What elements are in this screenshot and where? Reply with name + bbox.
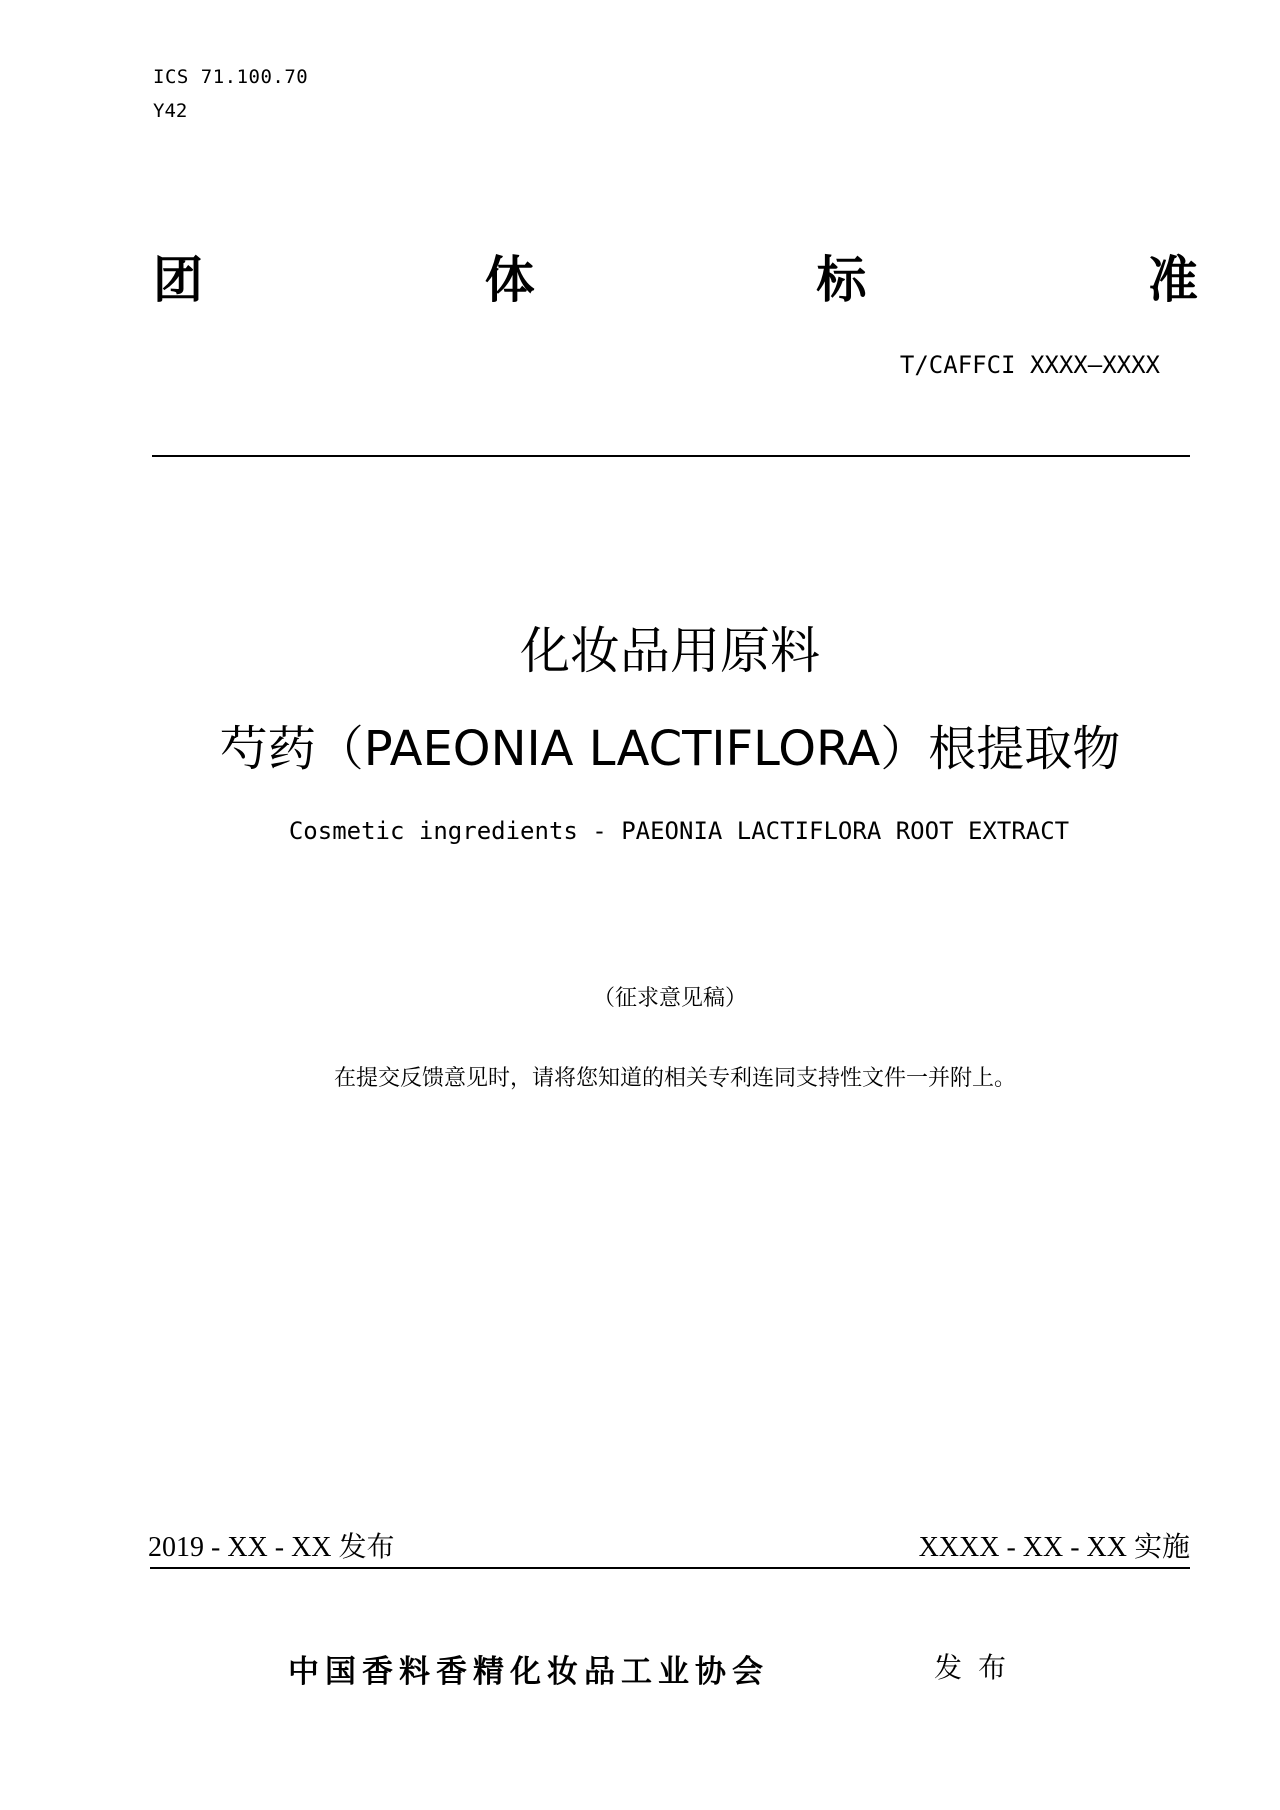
publish-label: 发布	[934, 1651, 1023, 1684]
classification-code: Y42	[153, 100, 188, 122]
standard-type-char-2: 体	[484, 251, 535, 309]
bottom-divider	[150, 1567, 1190, 1569]
release-date: 2019 - XX - XX 发布	[148, 1532, 395, 1563]
patent-note: 在提交反馈意见时，请将您知道的相关专利连同支持性文件一并附上。	[333, 1066, 1016, 1091]
standard-type-char-3: 标	[816, 251, 867, 309]
standard-type-char-1: 团	[153, 251, 203, 309]
title-english: Cosmetic ingredients - PAEONIA LACTIFLORA ROOT EXTRACT	[288, 817, 1070, 845]
standard-type-char-4: 准	[1147, 251, 1198, 309]
standard-number: T/CAFFCI XXXX—XXXX	[899, 351, 1160, 379]
standard-type-heading	[153, 250, 1198, 310]
publisher-name: 中国香料香精化妆品工业协会	[288, 1654, 769, 1690]
ics-code: ICS 71.100.70	[153, 66, 309, 88]
top-divider	[152, 455, 1190, 457]
title-chinese-line-2: 芍药（PAEONIA LACTIFLORA）根提取物	[219, 721, 1121, 777]
title-chinese-line-1: 化妆品用原料	[520, 622, 820, 680]
draft-label: （征求意见稿）	[592, 986, 747, 1011]
effective-date: XXXX - XX - XX 实施	[918, 1532, 1190, 1563]
